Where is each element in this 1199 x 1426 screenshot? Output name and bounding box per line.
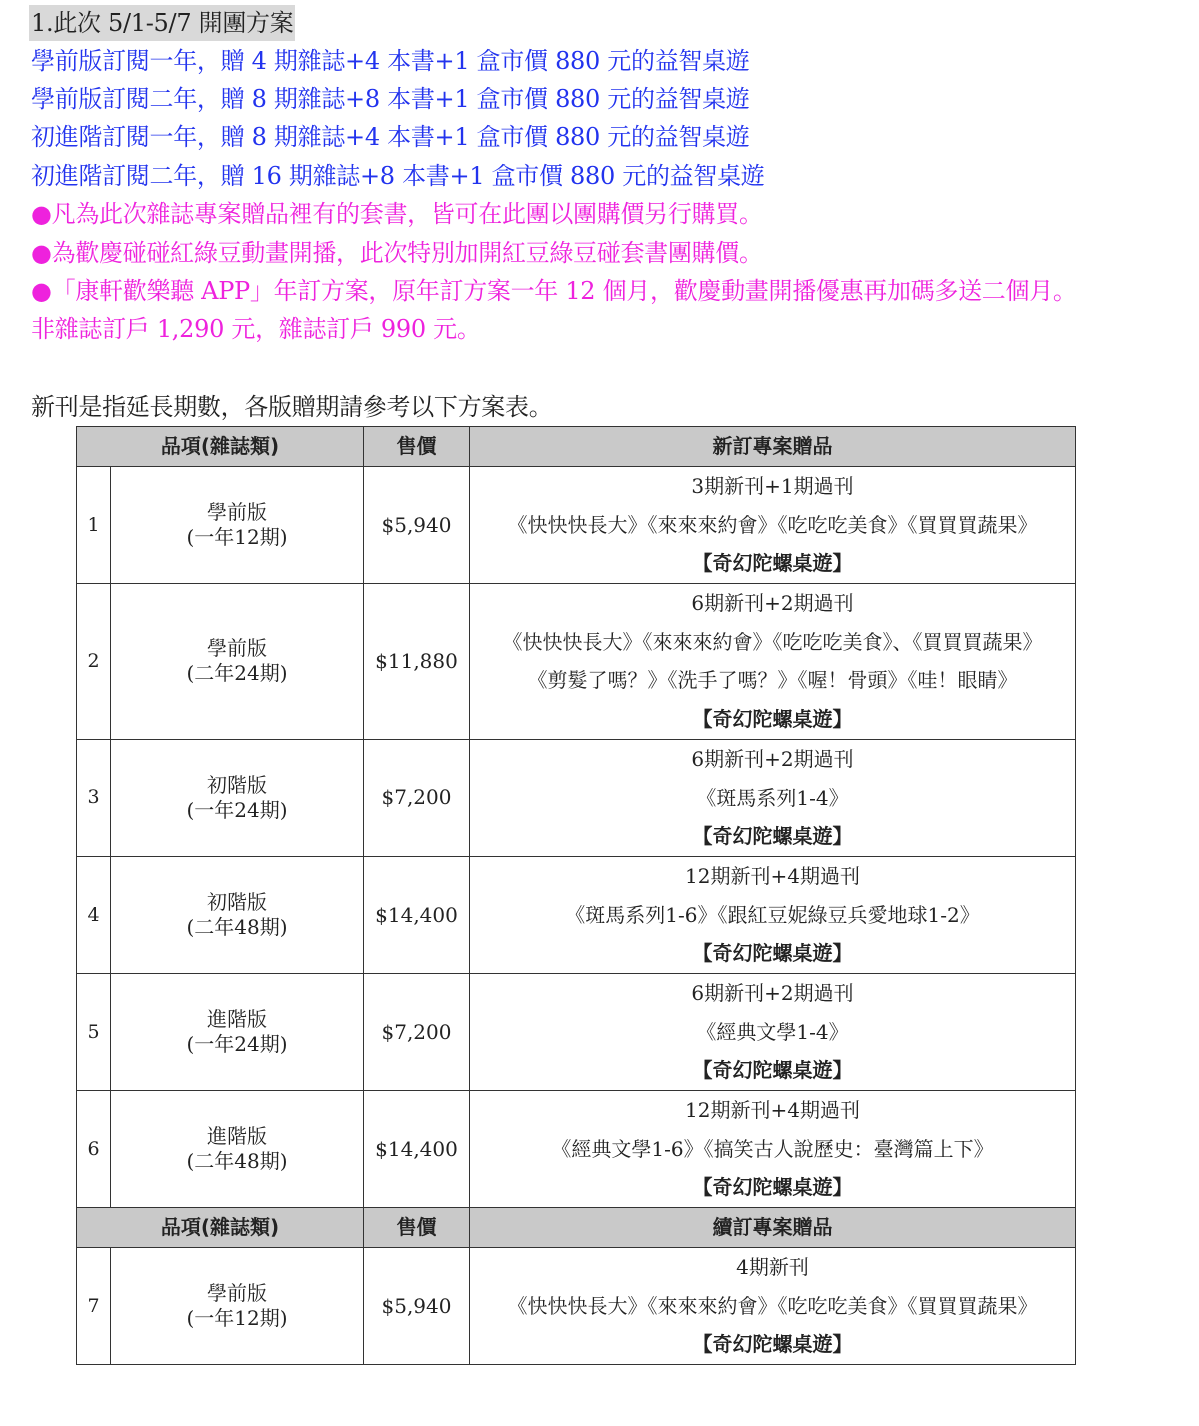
gift-line: 【奇幻陀螺桌遊】 bbox=[692, 824, 853, 849]
row-item bbox=[111, 584, 364, 740]
gift-line: 6期新刊+2期過刊 bbox=[691, 980, 854, 1005]
row-item bbox=[111, 856, 364, 973]
row-number: 5 bbox=[77, 973, 111, 1090]
gift-line: 12期新刊+4期過刊 bbox=[685, 1098, 860, 1122]
gift-line: 【奇幻陀螺桌遊】 bbox=[692, 1058, 853, 1083]
table-row bbox=[77, 856, 1076, 973]
row-price: $5,940 bbox=[364, 1248, 470, 1365]
gift-line: 《斑馬系列1-6》《跟紅豆妮綠豆兵愛地球1-2》 bbox=[565, 902, 980, 927]
gift-line: 6期新刊+2期過刊 bbox=[691, 591, 854, 616]
gift-line: 12期新刊+4期過刊 bbox=[685, 863, 860, 888]
table-header-row-renew bbox=[77, 1208, 1076, 1248]
gift-line: 【奇幻陀螺桌遊】 bbox=[692, 1175, 853, 1200]
row-number: 4 bbox=[77, 856, 111, 973]
row-number: 3 bbox=[77, 739, 111, 856]
row-number: 6 bbox=[77, 1091, 111, 1208]
note-line: ●凡為此次雜誌專案贈品裡有的套書，皆可在此團以團購價另行購買。 bbox=[31, 200, 763, 228]
row-number: 2 bbox=[77, 584, 111, 740]
row-item bbox=[111, 1091, 364, 1208]
header-price: 售價 bbox=[364, 427, 470, 467]
item-edition: 學前版 bbox=[207, 1281, 267, 1306]
row-gifts bbox=[470, 1248, 1076, 1365]
item-edition: 進階版 bbox=[207, 1124, 267, 1149]
gift-line: 《經典文學1-6》《搞笑古人說歷史：臺灣篇上下》 bbox=[551, 1136, 994, 1161]
header-item: 品項(雜誌類) bbox=[77, 1208, 364, 1248]
gift-line: 《剪髮了嗎？》《洗手了嗎？》《喔！骨頭》《哇！眼睛》 bbox=[527, 668, 1018, 693]
offer-line: 初進階訂閱一年，贈 8 期雜誌+4 本書+1 盒市價 880 元的益智桌遊 bbox=[31, 123, 750, 151]
table-row bbox=[77, 739, 1076, 856]
row-item bbox=[111, 1248, 364, 1365]
row-gifts bbox=[470, 973, 1076, 1090]
item-edition: 學前版 bbox=[207, 636, 267, 661]
row-price: $14,400 bbox=[364, 856, 470, 973]
row-price: $14,400 bbox=[364, 1091, 470, 1208]
gift-line: 《快快快長大》《來來來約會》《吃吃吃美食》《買買買蔬果》 bbox=[507, 1293, 1038, 1318]
item-term: (一年12期) bbox=[186, 1306, 288, 1331]
item-term: (二年48期) bbox=[186, 914, 288, 939]
row-item bbox=[111, 739, 364, 856]
row-price: $7,200 bbox=[364, 739, 470, 856]
item-term: (二年48期) bbox=[186, 1149, 288, 1174]
gift-line: 《斑馬系列1-4》 bbox=[696, 785, 849, 810]
row-gifts bbox=[470, 584, 1076, 740]
gift-line: 《快快快長大》《來來來約會》《吃吃吃美食》《買買買蔬果》 bbox=[507, 512, 1038, 537]
table-row bbox=[77, 973, 1076, 1090]
row-gifts bbox=[470, 856, 1076, 973]
item-edition: 進階版 bbox=[207, 1006, 267, 1031]
header-price: 售價 bbox=[364, 1208, 470, 1248]
item-term: (一年12期) bbox=[186, 525, 288, 550]
offer-line: 初進階訂閱二年，贈 16 期雜誌+8 本書+1 盒市價 880 元的益智桌遊 bbox=[31, 162, 765, 190]
row-gifts bbox=[470, 739, 1076, 856]
table-row bbox=[77, 584, 1076, 740]
gift-line: 《快快快長大》《來來來約會》《吃吃吃美食》、《買買買蔬果》 bbox=[502, 629, 1043, 654]
row-gifts bbox=[470, 1091, 1076, 1208]
row-price: $11,880 bbox=[364, 584, 470, 740]
plans-table bbox=[76, 426, 1076, 1365]
item-edition: 學前版 bbox=[207, 500, 267, 525]
table-row bbox=[77, 1248, 1076, 1365]
gift-line: 3期新刊+1期過刊 bbox=[691, 474, 854, 498]
row-number: 7 bbox=[77, 1248, 111, 1365]
row-item bbox=[111, 973, 364, 1090]
header-item: 品項(雜誌類) bbox=[77, 427, 364, 467]
note-line: ●「康軒歡樂聽 APP」年訂方案，原年訂方案一年 12 個月，歡慶動畫開播優惠再加碼多送二個月。 bbox=[31, 277, 1077, 305]
item-edition: 初階版 bbox=[207, 889, 267, 914]
gift-line: 《經典文學1-4》 bbox=[696, 1019, 849, 1044]
note-line: 非雜誌訂戶 1,290 元，雜誌訂戶 990 元。 bbox=[31, 315, 481, 343]
header-gift: 新訂專案贈品 bbox=[470, 427, 1076, 467]
offer-line: 學前版訂閱二年，贈 8 期雜誌+8 本書+1 盒市價 880 元的益智桌遊 bbox=[31, 85, 750, 113]
table-row bbox=[77, 1091, 1076, 1208]
item-term: (二年24期) bbox=[186, 661, 288, 686]
item-term: (一年24期) bbox=[186, 1031, 288, 1056]
section-heading: 1.此次 5/1-5/7 開團方案 bbox=[29, 5, 295, 41]
note-line: ●為歡慶碰碰紅綠豆動畫開播，此次特別加開紅豆綠豆碰套書團購價。 bbox=[31, 239, 763, 267]
row-item bbox=[111, 467, 364, 584]
row-number: 1 bbox=[77, 467, 111, 584]
item-edition: 初階版 bbox=[207, 772, 267, 797]
table-header-row bbox=[77, 427, 1076, 467]
row-gifts bbox=[470, 467, 1076, 584]
row-price: $5,940 bbox=[364, 467, 470, 584]
offer-line: 學前版訂閱一年，贈 4 期雜誌+4 本書+1 盒市價 880 元的益智桌遊 bbox=[31, 47, 750, 75]
row-price: $7,200 bbox=[364, 973, 470, 1090]
gift-line: 【奇幻陀螺桌遊】 bbox=[692, 707, 853, 732]
gift-line: 【奇幻陀螺桌遊】 bbox=[692, 941, 853, 966]
gift-line: 【奇幻陀螺桌遊】 bbox=[692, 551, 853, 576]
gift-line: 4期新刊 bbox=[736, 1255, 809, 1280]
gift-line: 6期新刊+2期過刊 bbox=[691, 746, 854, 771]
gift-line: 【奇幻陀螺桌遊】 bbox=[692, 1332, 853, 1357]
table-row bbox=[77, 467, 1076, 584]
table-intro: 新刊是指延長期數，各版贈期請參考以下方案表。 bbox=[31, 393, 553, 421]
item-term: (一年24期) bbox=[186, 797, 288, 822]
header-gift: 續訂專案贈品 bbox=[470, 1208, 1076, 1248]
